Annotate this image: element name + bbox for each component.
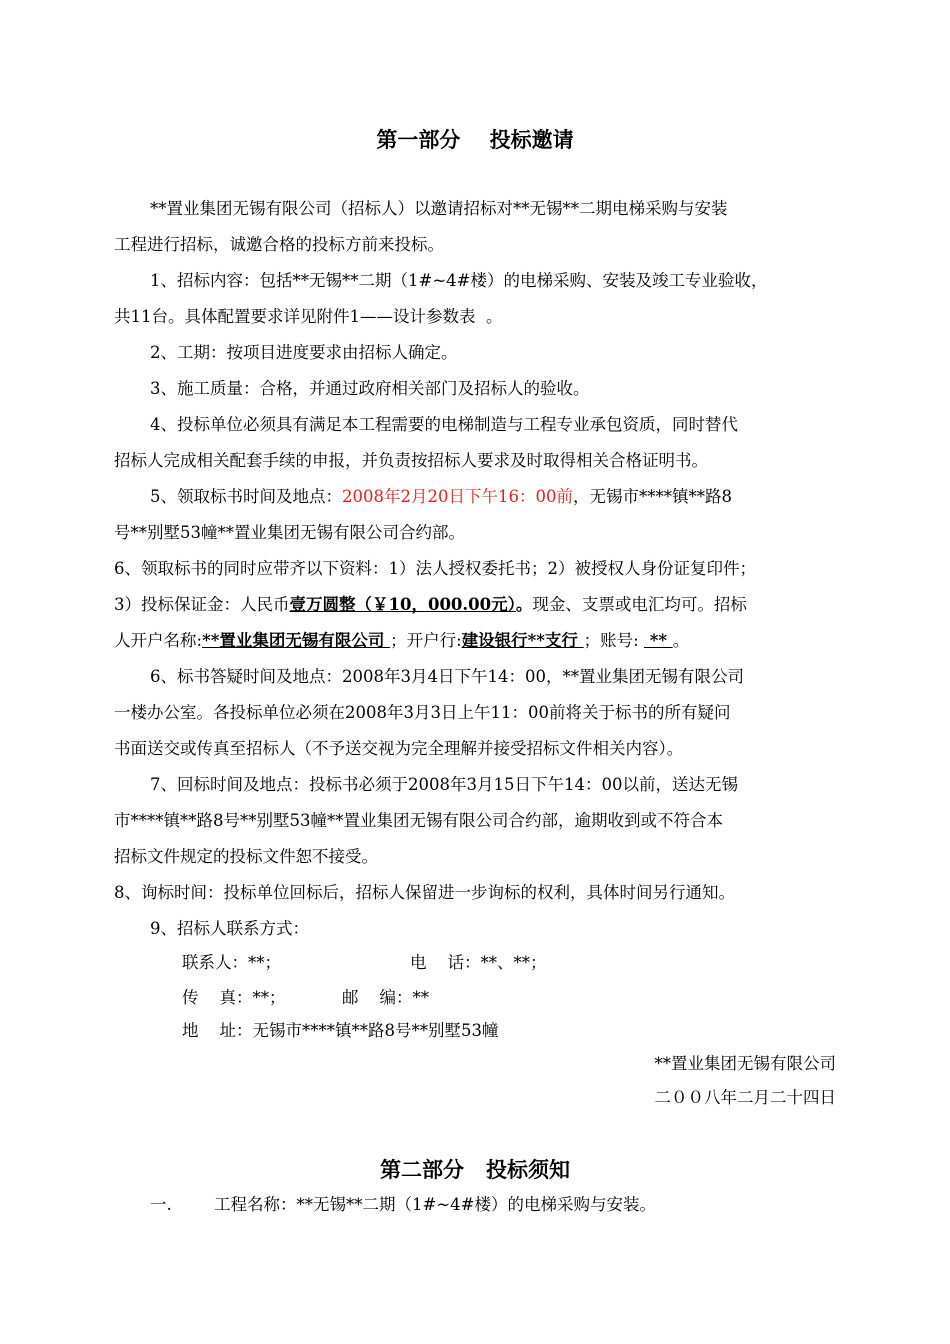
item5-line-2: 号**别墅53幢**置业集团无锡有限公司合约部。 (114, 523, 465, 542)
item1-line-1: 1、招标内容：包括**无锡**二期（1#~4#楼）的电梯采购、安装及竣工专业验收， (150, 271, 768, 290)
part1-title: 第一部分 投标邀请 (376, 128, 574, 152)
contact-phone: 电 话：**、**； (410, 953, 547, 972)
item4-line-2: 招标人完成相关配套手续的申报，并负责按招标人要求及时取得相关合格证明书。 (114, 451, 708, 470)
bank-name: 建设银行**支行 (461, 631, 584, 650)
item3-line: 3、施工质量：合格，并通过政府相关部门及招标人的验收。 (150, 379, 590, 398)
item2-line: 2、工期：按项目进度要求由招标人确定。 (150, 343, 458, 362)
item6a-line-1: 6、领取标书的同时应带齐以下资料：1）法人授权委托书；2）被授权人身份证复印件； (114, 559, 756, 578)
item5-prefix: 5、领取标书时间及地点： (150, 487, 342, 506)
deposit-prefix: 3）投标保证金：人民币 (114, 595, 290, 614)
contact-fax: 传 真：**； (182, 988, 286, 1007)
item5-line-1 (150, 486, 732, 508)
item6a-line-3 (114, 630, 689, 652)
intro-line-2: 工程进行招标，诚邀合格的投标方前来投标。 (114, 235, 444, 254)
item7-line-3: 招标文件规定的投标文件恕不接受。 (114, 847, 378, 866)
item5-deadline: 2008年2月20日下午16：00前 (342, 487, 573, 506)
bank-label: ；开户行: (390, 631, 462, 650)
deposit-amount: 壹万圆整（￥10，000.00元） (289, 595, 516, 614)
account-name: **置业集团无锡有限公司 (202, 631, 391, 650)
part2-item1-text: 工程名称：**无锡**二期（1#~4#楼）的电梯采购与安装。 (214, 1195, 656, 1214)
account-name-label: 人开户名称: (114, 631, 203, 650)
item9-line: 9、招标人联系方式： (150, 919, 309, 938)
item4-line-1: 4、投标单位必须具有满足本工程需要的电梯制造与工程专业承包资质，同时替代 (150, 415, 738, 434)
item8-line: 8、询标时间：投标单位回标后，招标人保留进一步询标的权利，具体时间另行通知。 (114, 883, 735, 902)
contact-postcode: 邮 编：** (342, 988, 429, 1007)
item5-suffix: ，无锡市****镇**路8 (572, 487, 732, 506)
item1-line-2: 共11台。具体配置要求详见附件1——设计参数表 。 (114, 307, 503, 326)
contact-person: 联系人：**； (182, 953, 281, 972)
deposit-separator: 。 (515, 595, 533, 614)
item7-line-2: 市****镇**路8号**别墅53幢**置业集团无锡有限公司合约部，逾期收到或不符合本 (114, 811, 723, 830)
item6b-line-3: 书面送交或传真至招标人（不予送交视为完全理解并接受招标文件相关内容）。 (114, 739, 684, 758)
account-number: ** (643, 631, 673, 650)
account-no-label: ；账号: (583, 631, 644, 650)
contact-address: 地 址：无锡市****镇**路8号**别墅53幢 (182, 1021, 499, 1040)
item6a-line-2 (114, 594, 747, 616)
signer-company: **置业集团无锡有限公司 (654, 1054, 836, 1073)
part2-item1-number: 一. (150, 1195, 172, 1214)
item6a-end: 。 (672, 631, 690, 650)
deposit-suffix: 现金、支票或电汇均可。招标 (532, 595, 747, 614)
item7-line-1: 7、回标时间及地点：投标书必须于2008年3月15日下午14：00以前，送达无锡 (150, 775, 738, 794)
item6b-line-1: 6、标书答疑时间及地点：2008年3月4日下午14：00，**置业集团无锡有限公司 (150, 667, 744, 686)
part2-title: 第二部分 投标须知 (380, 1158, 570, 1182)
signature-date: 二００八年二月二十四日 (654, 1088, 836, 1107)
intro-line-1: **置业集团无锡有限公司（招标人）以邀请招标对**无锡**二期电梯采购与安装 (150, 199, 728, 218)
item6b-line-2: 一楼办公室。各投标单位必须在2008年3月3日上午11：00前将关于标书的所有疑问 (114, 703, 731, 722)
